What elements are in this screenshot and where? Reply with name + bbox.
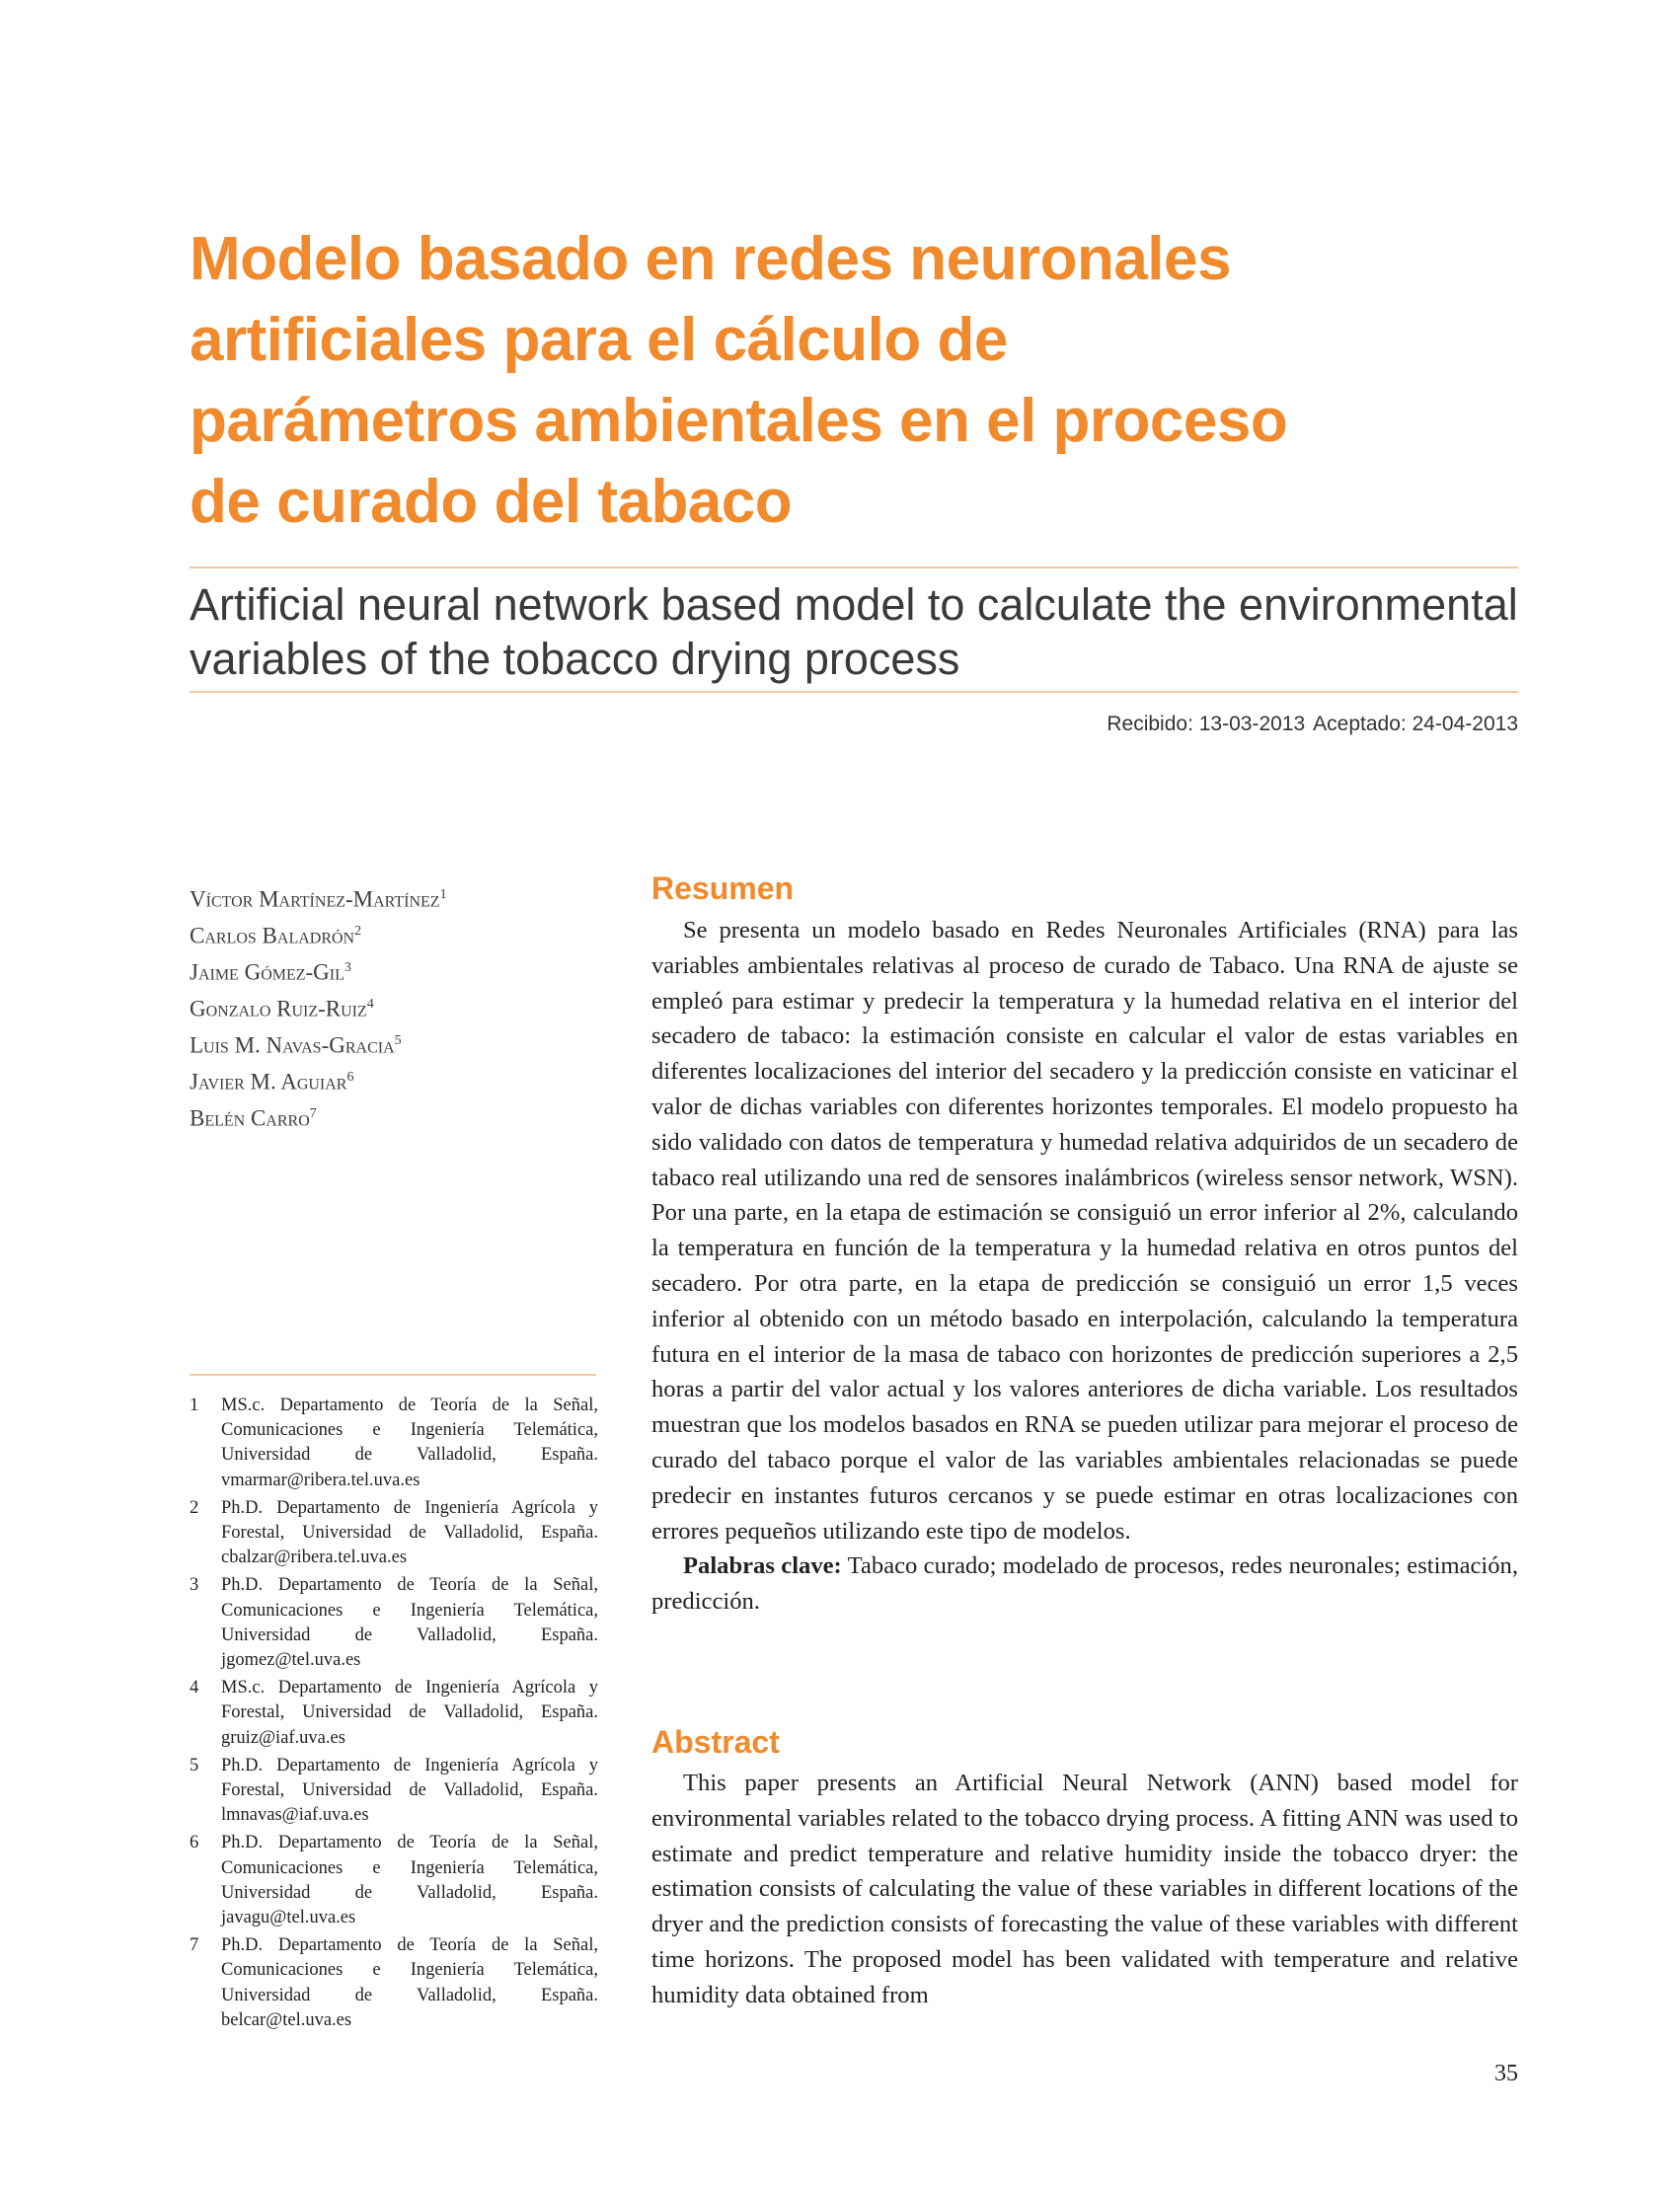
title-line: de curado del tabaco (190, 468, 793, 536)
resumen-heading: Resumen (651, 870, 795, 906)
footnote-number: 6 (190, 1833, 199, 1853)
footnote-number: 4 (190, 1678, 199, 1699)
author-affiliation-mark: 2 (354, 924, 362, 939)
article-title (190, 219, 1473, 543)
footnote (190, 1573, 598, 1673)
affiliation-footnotes (190, 1394, 598, 2036)
author-affiliation-mark: 7 (309, 1106, 317, 1121)
footnote-text: Ph.D. Departamento de Teoría de la Señal, Comunicaciones e Ingeniería Telemática, Universidad de Valladolid, España. belcar@tel.uva.es (221, 1935, 598, 2030)
footnote (190, 1831, 598, 1930)
footnote-number: 3 (190, 1575, 199, 1596)
resumen-section (651, 913, 1518, 1620)
keywords-label: Palabras clave: (683, 1552, 842, 1580)
author (190, 1022, 604, 1059)
title-line: artificiales para el cálculo de (190, 306, 1008, 374)
title-line: Modelo basado en redes neuronales (190, 225, 1231, 293)
abstract-section (651, 1766, 1518, 2032)
author-name: Jaime Gómez-Gil (190, 959, 344, 985)
author (190, 1096, 604, 1132)
author (190, 986, 604, 1022)
resumen-text: Se presenta un modelo basado en Redes Neuronales Artificiales (RNA) para las variables ambientales relativas al proceso de curado de Tabaco. Una RNA de ajuste se empleó para estimar y predecir la temperatura y la humedad relativa en el interior del secadero de tabaco: la estimación consiste en calcular el valor de estas variables en diferentes localizaciones del interior del secadero y la predicción consiste en vaticinar el valor de dichas variables con diferentes horizontes temporales. El modelo propuesto ha sido validado con datos de temperatura y humedad relativa adquiridos de un secadero de tabaco real utilizando una red de sensores inalámbricos (wireless sensor network, WSN). Por una parte, en la etapa de estimación se consiguió un error inferior al 2%, calculando la temperatura en función de la temperatura y la humedad relativa en otros puntos del secadero. Por otra parte, en la etapa de predicción se consiguió un error 1,5 veces inferior al obtenido con un método basado en interpolación, calculando la temperatura futura en el interior de la masa de tabaco con horizontes de predicción superiores a 2,5 horas a partir del valor actual y los valores anteriores de dicha variable. Los resultados muestran que los modelos basados en RNA se pueden utilizar para mejorar el proceso de curado del tabaco porque el valor de las variables ambientales relacionadas se puede predecir en instantes futuros cercanos y se puede estimar en otras localizaciones con errores pequeños utilizando este tipo de modelos. (651, 917, 1518, 1545)
footnote-number: 7 (190, 1935, 199, 1956)
abstract-heading: Abstract (651, 1724, 780, 1760)
footnote-text: Ph.D. Departamento de Ingeniería Agrícola y Forestal, Universidad de Valladolid, España. lmnavas@iaf.uva.es (221, 1755, 598, 1826)
author-affiliation-mark: 4 (366, 997, 374, 1012)
footnote-text: Ph.D. Departamento de Teoría de la Señal, Comunicaciones e Ingeniería Telemática, Universidad de Valladolid, España. javagu@tel.uva.es (221, 1833, 598, 1928)
author-affiliation-mark: 3 (344, 960, 351, 975)
footnote-number: 5 (190, 1755, 199, 1775)
footnote (190, 1394, 598, 1493)
footnote-divider (190, 1374, 596, 1376)
title-line: parámetros ambientales en el proceso (190, 387, 1288, 455)
footnote-text: Ph.D. Departamento de Teoría de la Señal, Comunicaciones e Ingeniería Telemática, Universidad de Valladolid, España. jgomez@tel.uva.es (221, 1575, 598, 1671)
subtitle-line: variables of the tobacco drying process (190, 634, 960, 684)
subtitle-line: Artificial neural network based model to calculate the environmental (190, 579, 1518, 630)
page-number: 35 (1494, 2061, 1518, 2086)
author-name: Víctor Martínez-Martínez (190, 886, 440, 912)
keywords-paragraph (651, 1549, 1518, 1620)
author-list (190, 876, 604, 1132)
footnote (190, 1676, 598, 1751)
footnote (190, 1754, 598, 1829)
author (190, 876, 604, 913)
author-name: Gonzalo Ruiz-Ruiz (190, 996, 367, 1021)
author (190, 1059, 604, 1096)
footnote-text: MS.c. Departamento de Teoría de la Señal, Comunicaciones e Ingeniería Telemática, Universidad de Valladolid, España. vmarmar@ribera.tel.uva.es (221, 1396, 598, 1490)
author-affiliation-mark: 1 (439, 887, 447, 902)
author-name: Luis M. Navas-Gracia (190, 1032, 395, 1058)
footnote-text: Ph.D. Departamento de Ingeniería Agrícola y Forestal, Universidad de Valladolid, España. cbalzar@ribera.tel.uva.es (221, 1497, 598, 1568)
author-name: Javier M. Aguiar (190, 1069, 347, 1095)
author-name: Carlos Baladrón (190, 923, 355, 948)
author (190, 949, 604, 986)
footnote (190, 1933, 598, 2033)
keywords-text: Tabaco curado; modelado de procesos, redes neuronales; estimación, predicción. (651, 1552, 1518, 1616)
footnote-text: MS.c. Departamento de Ingeniería Agrícola y Forestal, Universidad de Valladolid, España. gruiz@iaf.uva.es (221, 1678, 598, 1748)
subtitle-divider (190, 691, 1518, 693)
author (190, 913, 604, 949)
author-name: Belén Carro (190, 1105, 310, 1131)
footnote-number: 1 (190, 1396, 199, 1415)
author-affiliation-mark: 6 (346, 1070, 354, 1085)
footnote-number: 2 (190, 1497, 199, 1518)
abstract-text: This paper presents an Artificial Neural Network (ANN) based model for environmental variables related to the tobacco drying process. A fitting ANN was used to estimate and predict temperature and relative humidity inside the tobacco dryer: the estimation consists of calculating the value of these variables in different locations of the dryer and the prediction consists of forecasting the value of these variables with different time horizons. The proposed model has been validated with temperature and relative humidity data obtained from (651, 1770, 1518, 2008)
submission-dates (1107, 713, 1518, 736)
title-divider (190, 567, 1518, 568)
article-subtitle (190, 577, 1518, 686)
received-date: Recibido: 13-03-2013 (1107, 713, 1306, 735)
author-affiliation-mark: 5 (394, 1033, 402, 1048)
accepted-date: Aceptado: 24-04-2013 (1313, 713, 1518, 735)
footnote (190, 1496, 598, 1571)
